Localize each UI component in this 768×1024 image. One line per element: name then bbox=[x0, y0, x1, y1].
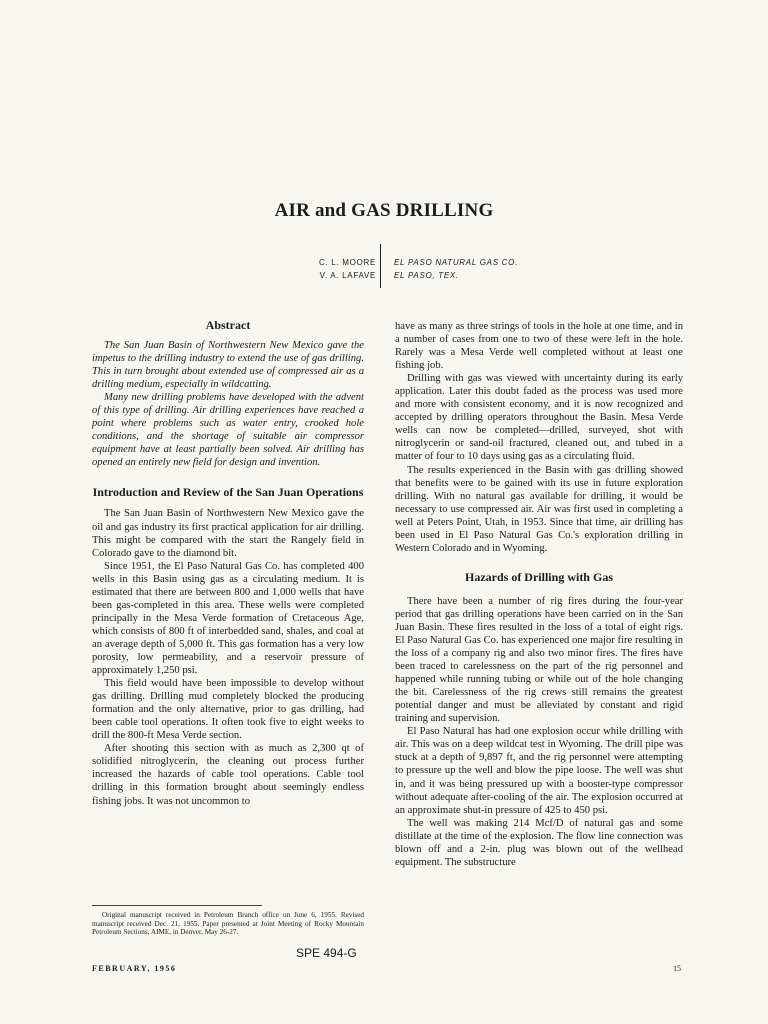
footnote-rule bbox=[92, 905, 262, 906]
author-name: C. L. MOORE bbox=[318, 258, 376, 267]
body-paragraph: The well was making 214 Mcf/D of natural gas and some distillate at the time of the explosion. The flow line connection was blown off and a 2-in. plug was blown out of the wellhead equipment. The substructure bbox=[395, 817, 683, 868]
right-column bbox=[395, 320, 683, 869]
abstract-paragraph: Many new drilling problems have developed with the advent of this type of drilling. Air drilling experiences have reached a point where problems such as water entry, crooked hole conditions, and the shortage of suitable air compressor equipment have at least partially been solved. Air drilling has opened an entirely new field for design and invention. bbox=[92, 392, 364, 469]
author-divider bbox=[380, 244, 381, 288]
affiliation bbox=[394, 256, 518, 282]
abstract-heading: Abstract bbox=[205, 318, 251, 332]
body-paragraph: Since 1951, the El Paso Natural Gas Co. has completed 400 wells in this Basin using gas as a circulating medium. It is estimated that there are between 800 and 1,000 wells that have been gas-completed in this area. These wells were completed principally in the Mesa Verde formation of Cretaceous Age, which consists of 800 ft of interbedded sand, shales, and coal at an average depth of 5,000 ft. This gas formation has a very low porosity, low permeability, and a reservoir pressure of approximately 1,250 psi. bbox=[92, 560, 364, 677]
body-paragraph: The results experienced in the Basin with gas drilling showed that benefits were to be gained with its use in future exploration drilling. With no natural gas available for drilling, it would be necessary to use compressed air. Air was first used in completing a well at Peters Point, Utah, in 1953. Since that time, air drilling has been used in El Paso Natural Gas Co.'s exploration drilling in Western Colorado and in Wyoming. bbox=[395, 464, 683, 554]
abstract bbox=[92, 318, 364, 469]
affiliation-line: EL PASO NATURAL GAS CO. bbox=[394, 258, 518, 267]
left-column bbox=[92, 318, 364, 808]
footnote: Original manuscript received in Petroleum Branch office on June 6, 1955. Revised manuscript received Dec. 21, 1955. Paper presented at Joint Meeting of Rocky Mountain Petroleum Sections, AIME, in Denver, May 26-27. bbox=[92, 911, 364, 937]
section-heading-introduction: Introduction and Review of the San Juan Operations bbox=[92, 485, 364, 500]
affiliation-line: EL PASO, TEX. bbox=[394, 271, 459, 280]
footer-date: FEBRUARY, 1956 bbox=[92, 964, 177, 973]
paper-title: AIR and GAS DRILLING bbox=[274, 200, 494, 221]
page-number: 15 bbox=[673, 964, 681, 973]
author-name: V. A. LAFAVE bbox=[319, 271, 376, 280]
body-paragraph: The San Juan Basin of Northwestern New Mexico gave the oil and gas industry its first practical application for air drilling. This might be compared with the start the Rangely field in Colorado gave to the diamond bit. bbox=[92, 508, 364, 559]
body-paragraph: have as many as three strings of tools in the hole at one time, and in a number of cases from one to two of these were left in the hole. Rarely was a Mesa Verde well completed without at least one fishing job. bbox=[395, 321, 683, 372]
body-paragraph: After shooting this section with as much as 2,300 qt of solidified nitroglycerin, the cleaning out process further increased the hazards of cable tool operations. Cable tool drilling in this formation brought about seemingly endless fishing jobs. It was not uncommon to bbox=[92, 743, 364, 807]
abstract-paragraph: The San Juan Basin of Northwestern New Mexico gave the impetus to the drilling industry to extend the use of gas drilling. This in turn brought about extended use of compressed air as a drilling medium, especially in wildcatting. bbox=[92, 340, 364, 391]
body-paragraph: This field would have been impossible to develop without gas drilling. Drilling mud completely blocked the producing formation and the only alternative, prior to gas drilling, had been cable tool operations. It often took five to eight weeks to drill the 800-ft Mesa Verde section. bbox=[92, 678, 364, 742]
body-paragraph: Drilling with gas was viewed with uncertainty during its early application. Later this doubt faded as the process was used more and more with consistent economy, and it is now recognized and accepted by drilling operators throughout the Basin. Mesa Verde wells can now be completed—drilled, surveyed, shot with nitroglycerin or sand-oil fractured, cleaned out, and tubed in a matter of four to 10 days using gas as a circulating fluid. bbox=[395, 373, 683, 463]
body-paragraph: El Paso Natural has had one explosion occur while drilling with air. This was on a deep wildcat test in Wyoming. The drill pipe was stuck at a depth of 9,897 ft, and the rig personnel were attempting to pressure up the well and blow the pipe loose. The well was shut in, and it was being pressured up with a booster-type compressor without adequate after-cooling of the air. The explosion occurred at an approximate shut-in pressure of 425 to 450 psi. bbox=[395, 726, 683, 816]
author-list bbox=[319, 256, 376, 282]
paper-number: SPE 494-G bbox=[296, 946, 357, 960]
body-paragraph: There have been a number of rig fires during the four-year period that gas drilling operations have been carried on in the San Juan Basin. These fires resulted in the loss of a total of eight rigs. El Paso Natural Gas Co. has experienced one major fire resulting in the loss of a company rig and also two minor fires. The fires have been traced to carelessness on the part of the rig personnel and happened while running tubing or while out of the hole changing the bit. Carelessness of the rig crews still remains the greatest potential danger and must be alleviated by constant and rigid training and supervision. bbox=[395, 595, 683, 725]
section-heading-hazards: Hazards of Drilling with Gas bbox=[464, 569, 613, 584]
